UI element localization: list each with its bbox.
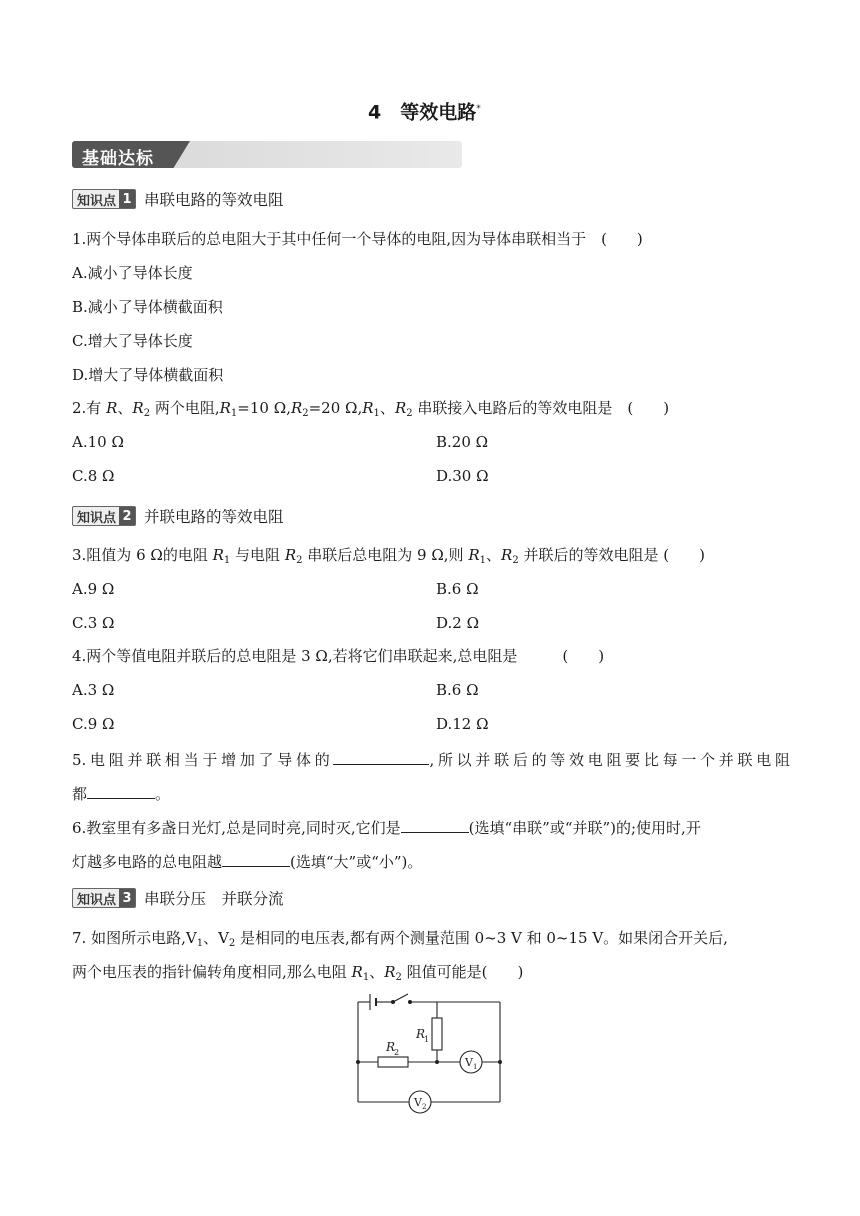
v2-sub: 2: [422, 1103, 427, 1111]
question-2-stem: [72, 398, 669, 418]
q4-option-c: C.9 Ω: [72, 715, 115, 733]
var-r: R: [284, 546, 297, 564]
var-r: R: [468, 546, 480, 564]
kp-title: 串联电路的等效电阻: [144, 191, 284, 209]
var-r: R: [351, 963, 363, 981]
banner-text: 基础达标: [82, 149, 154, 169]
kp-title: 并联电路的等效电阻: [144, 508, 284, 526]
q7-text: 阻值可能是( ): [401, 963, 524, 981]
question-4-stem: 4.两个等值电阻并联后的总电阻是 3 Ω,若将它们串联起来,总电阻是 ( ): [72, 647, 605, 665]
resistor-r1-icon: [432, 1018, 442, 1050]
var-r: R: [132, 399, 144, 417]
question-5-line-2: [72, 782, 170, 804]
q3-option-a: A.9 Ω: [72, 580, 115, 598]
var-r: R: [290, 399, 303, 417]
q3-text: 并联后的等效电阻是 ( ): [518, 546, 705, 564]
q4-option-b: B.6 Ω: [436, 681, 479, 699]
kp-number: 1: [119, 190, 135, 208]
kp-title: 串联分压 并联分流: [144, 890, 284, 908]
junction-dot: [435, 1060, 439, 1064]
q4-option-a: A.3 Ω: [72, 681, 115, 699]
v1-label: V: [465, 1056, 473, 1069]
var-r: R: [362, 399, 374, 417]
q2-text: =10 Ω,: [237, 399, 291, 417]
answer-blank[interactable]: [222, 850, 290, 867]
q3-text: 3.阻值为 6 Ω的电阻: [72, 546, 213, 564]
q3-option-c: C.3 Ω: [72, 614, 115, 632]
q2-text: 2.有: [72, 399, 107, 417]
page-title: [368, 99, 481, 122]
q5-text: ,所以并联后的等效电阻要比每一个并联电阻: [429, 751, 790, 769]
q2-text: 、: [117, 399, 133, 417]
q2-option-d: D.30 Ω: [436, 467, 489, 485]
switch-icon: [393, 994, 408, 1002]
q4-option-d: D.12 Ω: [436, 715, 489, 733]
q2-option-c: C.8 Ω: [72, 467, 115, 485]
sub: 2: [228, 938, 236, 949]
q3-text: 与电阻: [230, 546, 285, 564]
answer-blank[interactable]: [87, 782, 155, 799]
q1-option-c: C.增大了导体长度: [72, 332, 193, 350]
q2-text: 、: [379, 399, 395, 417]
junction-dot: [356, 1060, 360, 1064]
q5-text: 5.电阻并联相当于增加了导体的: [72, 751, 334, 769]
answer-blank[interactable]: [333, 748, 429, 765]
var-r: R: [212, 546, 224, 564]
q2-text: =20 Ω,: [308, 399, 363, 417]
v2-label: V: [414, 1096, 422, 1109]
r1-label: R: [416, 1027, 426, 1041]
kp-number: 3: [119, 889, 135, 907]
resistor-r2-icon: [378, 1057, 408, 1067]
section-banner: [72, 141, 462, 168]
q3-option-d: D.2 Ω: [436, 614, 480, 632]
q7-text: 是相同的电压表,都有两个测量范围 0~3 V 和 0~15 V。如果闭合开关后,: [235, 929, 728, 947]
q3-option-b: B.6 Ω: [436, 580, 479, 598]
var-r: R: [394, 399, 407, 417]
question-7-line-2: [72, 962, 523, 982]
question-3-stem: [72, 545, 705, 565]
var-r: R: [501, 546, 513, 564]
q6-text: 灯越多电路的总电阻越: [72, 853, 223, 871]
knowledge-point-1: [72, 188, 284, 210]
q6-text: (选填“大”或“小”)。: [290, 853, 423, 871]
kp-badge: [72, 506, 136, 526]
junction-dot: [498, 1060, 502, 1064]
question-6-line-2: [72, 850, 422, 872]
page-title-text: 4 等效电路: [368, 101, 477, 124]
knowledge-point-3: [72, 887, 284, 909]
sub: 1: [223, 555, 231, 566]
r2-sub: 2: [394, 1048, 400, 1057]
circuit-diagram: [340, 988, 520, 1118]
q1-option-a: A.减小了导体长度: [72, 264, 193, 282]
q3-text: 、: [486, 546, 502, 564]
v1-sub: 1: [473, 1063, 478, 1071]
q1-option-b: B.减小了导体横截面积: [72, 298, 223, 316]
q2-text: 两个电阻,: [150, 399, 220, 417]
q7-text: 、V: [203, 929, 229, 947]
q1-option-d: D.增大了导体横截面积: [72, 366, 224, 384]
sub: 2: [143, 408, 151, 419]
q3-text: 串联后总电阻为 9 Ω,则: [302, 546, 469, 564]
question-7-line-1: [72, 928, 728, 948]
kp-number: 2: [119, 507, 135, 525]
kp-badge: [72, 888, 136, 908]
sub: 1: [362, 972, 370, 983]
var-r: R: [384, 963, 396, 981]
q2-option-b: B.20 Ω: [436, 433, 489, 451]
r2-label: R: [386, 1040, 396, 1054]
kp-label: 知识点: [77, 892, 117, 908]
q5-text: 。: [155, 785, 171, 803]
q6-text: 6.教室里有多盏日光灯,总是同时亮,同时灭,它们是: [72, 819, 401, 837]
q2-text: 串联接入电路后的等效电阻是 ( ): [412, 399, 670, 417]
question-1-stem: 1.两个导体串联后的总电阻大于其中任何一个导体的电阻,因为导体串联相当于 ( ): [72, 230, 643, 248]
r1-sub: 1: [424, 1035, 430, 1044]
question-6-line-1: [72, 816, 701, 838]
sub: 1: [196, 938, 204, 949]
question-5-line-1: [72, 748, 790, 770]
sub: 2: [302, 408, 309, 419]
q7-text: 7. 如图所示电路,V: [72, 929, 197, 947]
knowledge-point-2: [72, 505, 284, 527]
sub: 2: [296, 555, 303, 566]
title-mark: *: [476, 104, 481, 114]
sub: 2: [512, 555, 519, 566]
var-r: R: [219, 399, 231, 417]
var-r: R: [106, 399, 118, 417]
kp-label: 知识点: [77, 193, 117, 209]
sub: 1: [373, 408, 380, 419]
answer-blank[interactable]: [401, 816, 469, 833]
sub: 2: [395, 972, 402, 983]
q7-text: 两个电压表的指针偏转角度相同,那么电阻: [72, 963, 352, 981]
kp-badge: [72, 189, 136, 209]
q7-text: 、: [369, 963, 385, 981]
sub: 1: [479, 555, 486, 566]
sub: 2: [406, 408, 413, 419]
q5-text: 都: [72, 785, 88, 803]
sub: 1: [230, 408, 238, 419]
q6-text: (选填“串联”或“并联”)的;使用时,开: [468, 819, 701, 837]
kp-label: 知识点: [77, 510, 117, 526]
q2-option-a: A.10 Ω: [72, 433, 124, 451]
